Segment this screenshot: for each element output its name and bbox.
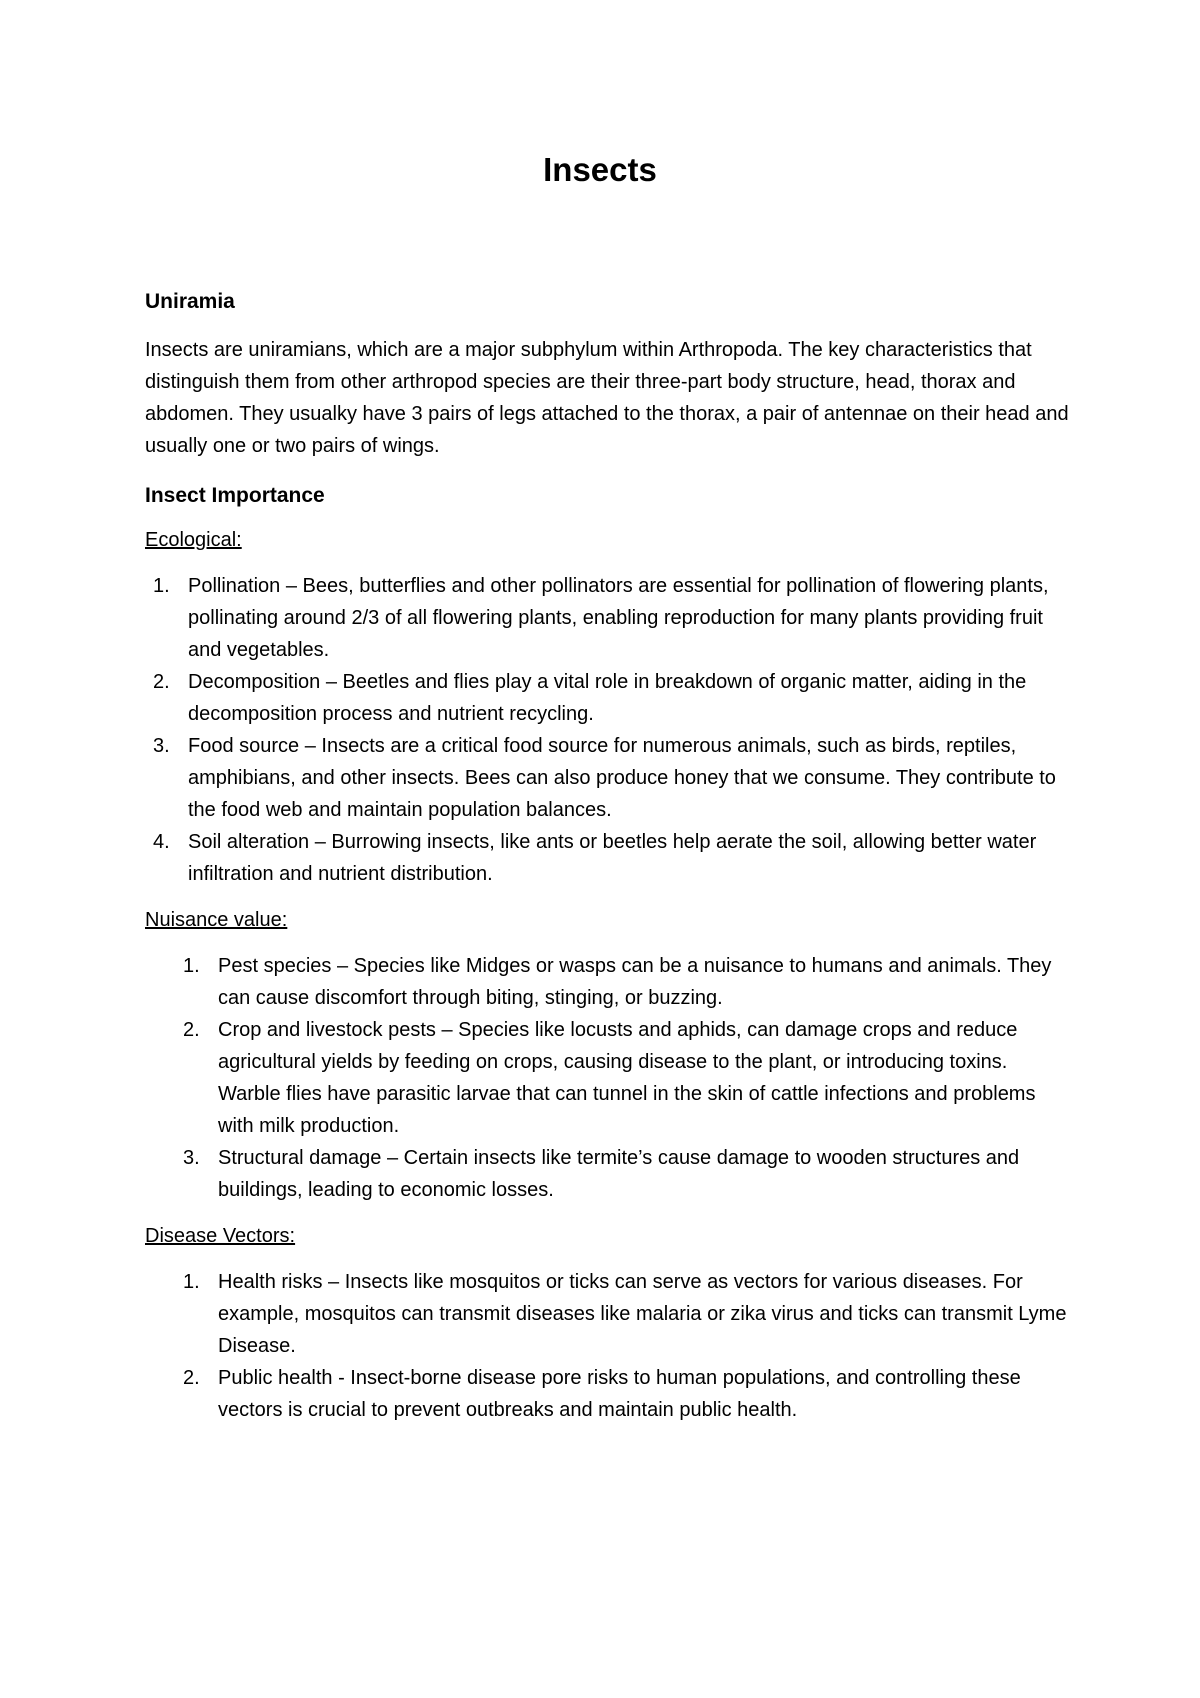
section-heading-insect-importance: Insect Importance — [145, 484, 325, 507]
list-number: 1. — [183, 1271, 200, 1293]
subheading-ecological: Ecological: — [145, 529, 242, 551]
list-item-text: Soil alteration – Burrowing insects, like ants or beetles help aerate the soil, allowing better water infiltration and nutrient distribution. — [188, 831, 1037, 885]
document-body — [145, 288, 1075, 1426]
list-item — [145, 1266, 1075, 1362]
disease-vectors-list — [145, 1266, 1075, 1426]
list-item-text: Structural damage – Certain insects like termite’s cause damage to wooden structures and buildings, leading to economic losses. — [218, 1147, 1020, 1201]
uniramia-paragraph: Insects are uniramians, which are a major subphylum within Arthropoda. The key characteristics that distinguish them from other arthropod species are their three-part body structure, head, thorax and abdomen. They usualky have 3 pairs of legs attached to the thorax, a pair of antennae on their head and usually one or two pairs of wings. — [145, 339, 1069, 457]
section-heading-uniramia: Uniramia — [145, 290, 235, 313]
list-number: 1. — [183, 955, 200, 977]
list-number: 2. — [153, 671, 170, 693]
ecological-list — [145, 570, 1075, 890]
list-item — [145, 570, 1075, 666]
list-item-text: Crop and livestock pests – Species like locusts and aphids, can damage crops and reduce agricultural yields by feeding on crops, causing disease to the plant, or introducing toxins. Warble flies have parasitic larvae that can tunnel in the skin of cattle infections and problems with milk production. — [218, 1019, 1036, 1137]
subheading-nuisance-value: Nuisance value: — [145, 909, 288, 931]
subheading-disease-vectors: Disease Vectors: — [145, 1225, 296, 1247]
list-item-text: Decomposition – Beetles and flies play a vital role in breakdown of organic matter, aiding in the decomposition process and nutrient recycling. — [188, 671, 1027, 725]
list-item — [145, 1142, 1075, 1206]
list-item-text: Health risks – Insects like mosquitos or ticks can serve as vectors for various diseases. For example, mosquitos can transmit diseases like malaria or zika virus and ticks can transmit Lyme Disease. — [218, 1271, 1067, 1357]
list-item — [145, 730, 1075, 826]
list-number: 3. — [153, 735, 170, 757]
list-number: 2. — [183, 1367, 200, 1389]
nuisance-list — [145, 950, 1075, 1206]
list-item-text: Public health - Insect-borne disease pore risks to human populations, and controlling these vectors is crucial to prevent outbreaks and maintain public health. — [218, 1367, 1021, 1421]
list-number: 3. — [183, 1147, 200, 1169]
list-number: 4. — [153, 831, 170, 853]
list-item-text: Pollination – Bees, butterflies and other pollinators are essential for pollination of flowering plants, pollinating around 2/3 of all flowering plants, enabling reproduction for many plants providing fruit and vegetables. — [188, 575, 1049, 661]
list-item — [145, 1014, 1075, 1142]
list-item — [145, 1362, 1075, 1426]
list-number: 1. — [153, 575, 170, 597]
list-item-text: Pest species – Species like Midges or wasps can be a nuisance to humans and animals. They can cause discomfort through biting, stinging, or buzzing. — [218, 955, 1052, 1009]
document-title: Insects — [543, 151, 657, 188]
list-number: 2. — [183, 1019, 200, 1041]
list-item-text: Food source – Insects are a critical food source for numerous animals, such as birds, reptiles, amphibians, and other insects. Bees can also produce honey that we consume. They contribute to the food web and maintain population balances. — [188, 735, 1056, 821]
list-item — [145, 666, 1075, 730]
list-item — [145, 950, 1075, 1014]
list-item — [145, 826, 1075, 890]
